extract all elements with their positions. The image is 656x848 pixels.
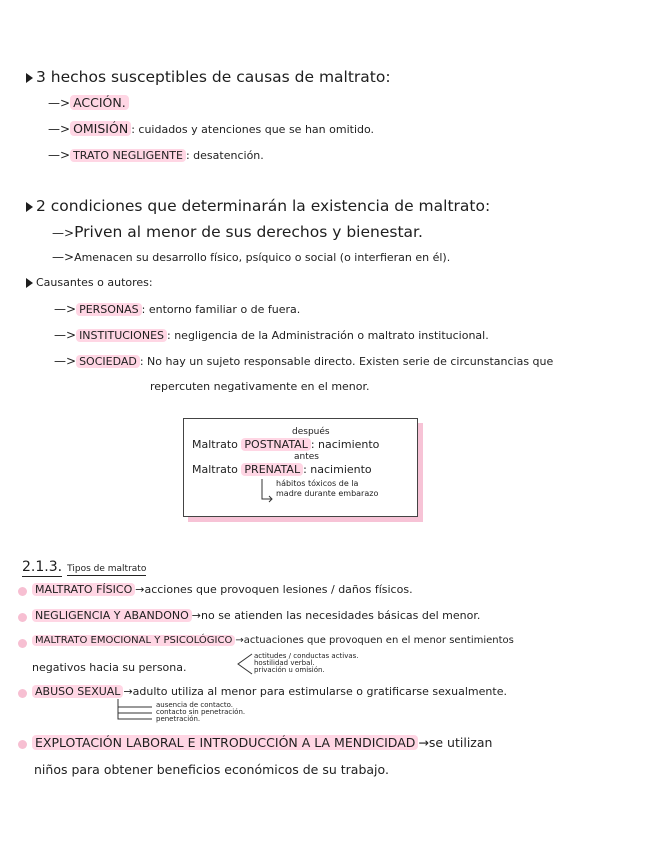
emocional-sublist — [254, 653, 359, 674]
item-desc: adulto utiliza al menor para estimularse o gratificarse sexualmente. — [132, 685, 507, 698]
box-row1-top: después — [292, 427, 330, 437]
arrow-icon: —> — [54, 328, 77, 342]
abuso-sublist — [156, 702, 245, 723]
item-desc: no se atienden las necesidades básicas del menor. — [201, 609, 481, 622]
sub-item: actitudes / conductas activas. — [254, 652, 359, 660]
section-title: Tipos de maltrato — [67, 564, 147, 574]
arrow-icon: —> — [52, 226, 75, 240]
section1-item-omision — [48, 123, 374, 136]
section3-heading — [26, 277, 153, 288]
arrow-icon: —> — [48, 122, 71, 136]
box-note — [276, 479, 378, 499]
section1-item-trato — [48, 149, 264, 162]
box-note-line: madre durante embarazo — [276, 489, 379, 498]
item-desc: : negligencia de la Administración o maltrato institucional. — [167, 329, 489, 342]
heading-text: 2 condiciones que determinarán la existencia de maltrato: — [36, 197, 491, 215]
item-desc: : desatención. — [185, 149, 264, 162]
tipo-emocional — [32, 636, 514, 646]
section2-item-2 — [52, 251, 450, 263]
section1-item-accion — [48, 97, 129, 110]
pink-bullet-icon — [18, 613, 27, 622]
section3-item-instituciones — [54, 329, 489, 341]
box-label: Maltrato — [192, 463, 238, 476]
heading-text: Causantes o autores: — [36, 276, 153, 289]
section-number: 2.1.3. — [22, 559, 63, 575]
triangle-bullet-icon — [26, 202, 33, 212]
item-desc: acciones que provoquen lesiones / daños físicos. — [144, 583, 413, 596]
item-text: Priven al menor de sus derechos y bienestar. — [74, 223, 423, 241]
term-highlight: EXPLOTACIÓN LABORAL E INTRODUCCIÓN A LA MENDICIDAD — [32, 735, 418, 750]
section3-item-sociedad-cont: repercuten negativamente en el menor. — [150, 380, 370, 393]
box-row1: Maltrato POSTNATAL : nacimiento — [192, 438, 380, 451]
section3-item-personas — [54, 303, 300, 315]
sub-item: contacto sin penetración. — [156, 708, 246, 716]
term-highlight: PERSONAS — [76, 303, 142, 316]
term-highlight: MALTRATO EMOCIONAL Y PSICOLÓGICO — [32, 635, 235, 646]
section1-heading — [26, 70, 391, 86]
arrow-icon: —> — [48, 148, 71, 162]
box-value: nacimiento — [310, 463, 372, 476]
sub-item: penetración. — [156, 715, 201, 723]
tipo-abuso-sexual — [32, 686, 507, 697]
term-highlight: OMISIÓN — [70, 121, 131, 136]
term-highlight: ACCIÓN. — [70, 95, 129, 110]
tipo-explotacion-cont: niños para obtener beneficios económicos de su trabajo. — [34, 762, 389, 777]
box-term-prenatal: PRENATAL — [241, 463, 303, 476]
arrow-icon: → — [135, 583, 145, 596]
heading-text: 3 hechos susceptibles de causas de maltrato: — [36, 68, 391, 86]
item-desc: : cuidados y atenciones que se han omitido. — [131, 123, 375, 136]
section2-heading — [26, 199, 490, 215]
term-highlight: INSTITUCIONES — [76, 329, 167, 342]
box-row2-top: antes — [294, 452, 319, 462]
section3-item-sociedad — [54, 355, 553, 367]
arrow-icon: → — [191, 609, 201, 622]
pink-bullet-icon — [18, 587, 27, 596]
section4-title — [22, 558, 146, 574]
term-highlight: MALTRATO FÍSICO — [32, 583, 135, 596]
abuso-branch-connector — [112, 699, 154, 725]
tipo-negligencia — [32, 610, 480, 621]
box-term-postnatal: POSTNATAL — [241, 438, 310, 451]
sub-item: hostilidad verbal. — [254, 659, 315, 667]
pink-bullet-icon — [18, 740, 27, 749]
term-highlight: SOCIEDAD — [76, 355, 140, 368]
item-desc: actuaciones que provoquen en el menor sentimientos — [243, 635, 514, 646]
section2-item-1 — [52, 225, 423, 241]
item-text: Amenacen su desarrollo físico, psíquico o social (o interfieran en él). — [74, 251, 451, 264]
item-desc: : entorno familiar o de fuera. — [141, 303, 301, 316]
pink-bullet-icon — [18, 639, 27, 648]
arrow-icon: → — [418, 735, 429, 750]
tipo-explotacion — [32, 737, 492, 750]
term-highlight: TRATO NEGLIGENTE — [70, 149, 186, 162]
triangle-bullet-icon — [26, 278, 33, 288]
maltrato-box — [183, 418, 418, 517]
sub-item: privación u omisión. — [254, 666, 325, 674]
term-highlight: ABUSO SEXUAL — [32, 685, 123, 698]
tipo-emocional-cont: negativos hacia su persona. — [32, 661, 187, 674]
item-desc: : No hay un sujeto responsable directo. Existen serie de circunstancias que — [139, 355, 554, 368]
brace-connector — [234, 652, 254, 676]
box-note-line: hábitos tóxicos de la — [276, 479, 359, 488]
term-highlight: NEGLIGENCIA Y ABANDONO — [32, 609, 192, 622]
pink-bullet-icon — [18, 689, 27, 698]
arrow-icon: —> — [48, 96, 71, 110]
sub-item: ausencia de contacto. — [156, 701, 233, 709]
box-value: nacimiento — [318, 438, 380, 451]
arrow-icon: —> — [52, 250, 75, 264]
triangle-bullet-icon — [26, 73, 33, 83]
arrow-icon: → — [123, 685, 133, 698]
arrow-icon: —> — [54, 354, 77, 368]
arrow-icon: → — [235, 635, 244, 646]
arrow-icon: —> — [54, 302, 77, 316]
tipo-maltrato-fisico — [32, 584, 413, 595]
item-desc: se utilizan — [428, 735, 493, 750]
box-row2: Maltrato PRENATAL : nacimiento — [192, 463, 372, 476]
box-label: Maltrato — [192, 438, 238, 451]
